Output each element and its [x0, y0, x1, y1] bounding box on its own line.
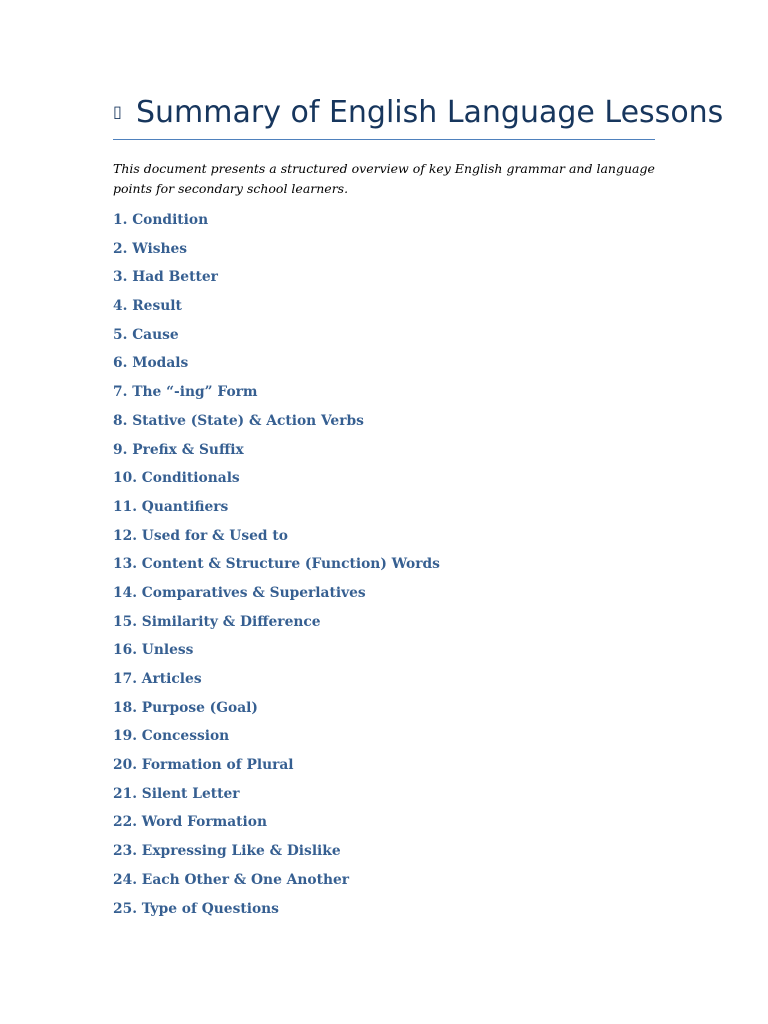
lesson-item: 1. Condition: [113, 212, 209, 228]
lesson-item: 23. Expressing Like & Dislike: [113, 843, 341, 860]
lesson-item: 15. Similarity & Difference: [113, 613, 321, 630]
lesson-item: 12. Used for & Used to: [113, 527, 288, 544]
lesson-item: 24. Each Other & One Another: [113, 871, 350, 888]
lesson-item: 14. Comparatives & Superlatives: [113, 584, 366, 601]
lesson-item: 13. Content & Structure (Function) Words: [113, 556, 440, 573]
lesson-item: 20. Formation of Plural: [113, 757, 294, 774]
lesson-item: 18. Purpose (Goal): [113, 699, 258, 716]
intro-paragraph: This document presents a structured overview of key English grammar and language points for secondary school learners.: [113, 161, 655, 196]
lesson-list: [113, 210, 440, 927]
lesson-item: 5. Cause: [113, 326, 179, 343]
lesson-item: 6. Modals: [113, 355, 189, 372]
page-title: [113, 95, 724, 140]
lesson-item: 11. Quantifiers: [113, 498, 229, 515]
lesson-item: 22. Word Formation: [113, 814, 267, 831]
lesson-item: 21. Silent Letter: [113, 785, 240, 802]
page-title-text: Summary of English Language Lessons: [136, 95, 724, 130]
lesson-item: 10. Conditionals: [113, 470, 240, 487]
lesson-item: 8. Stative (State) & Action Verbs: [113, 412, 364, 429]
placeholder-glyph-icon: ▯: [113, 102, 122, 121]
lesson-item: 7. The “-ing” Form: [113, 384, 258, 401]
lesson-item: 2. Wishes: [113, 240, 188, 257]
lesson-item: 25. Type of Questions: [113, 900, 279, 917]
lesson-item: 19. Concession: [113, 728, 230, 745]
lesson-item: 17. Articles: [113, 671, 202, 687]
lesson-item: 9. Prefix & Suffix: [113, 441, 244, 458]
lesson-item: 3. Had Better: [113, 269, 218, 286]
lesson-item: 16. Unless: [113, 642, 194, 659]
lesson-item: 4. Result: [113, 298, 182, 315]
